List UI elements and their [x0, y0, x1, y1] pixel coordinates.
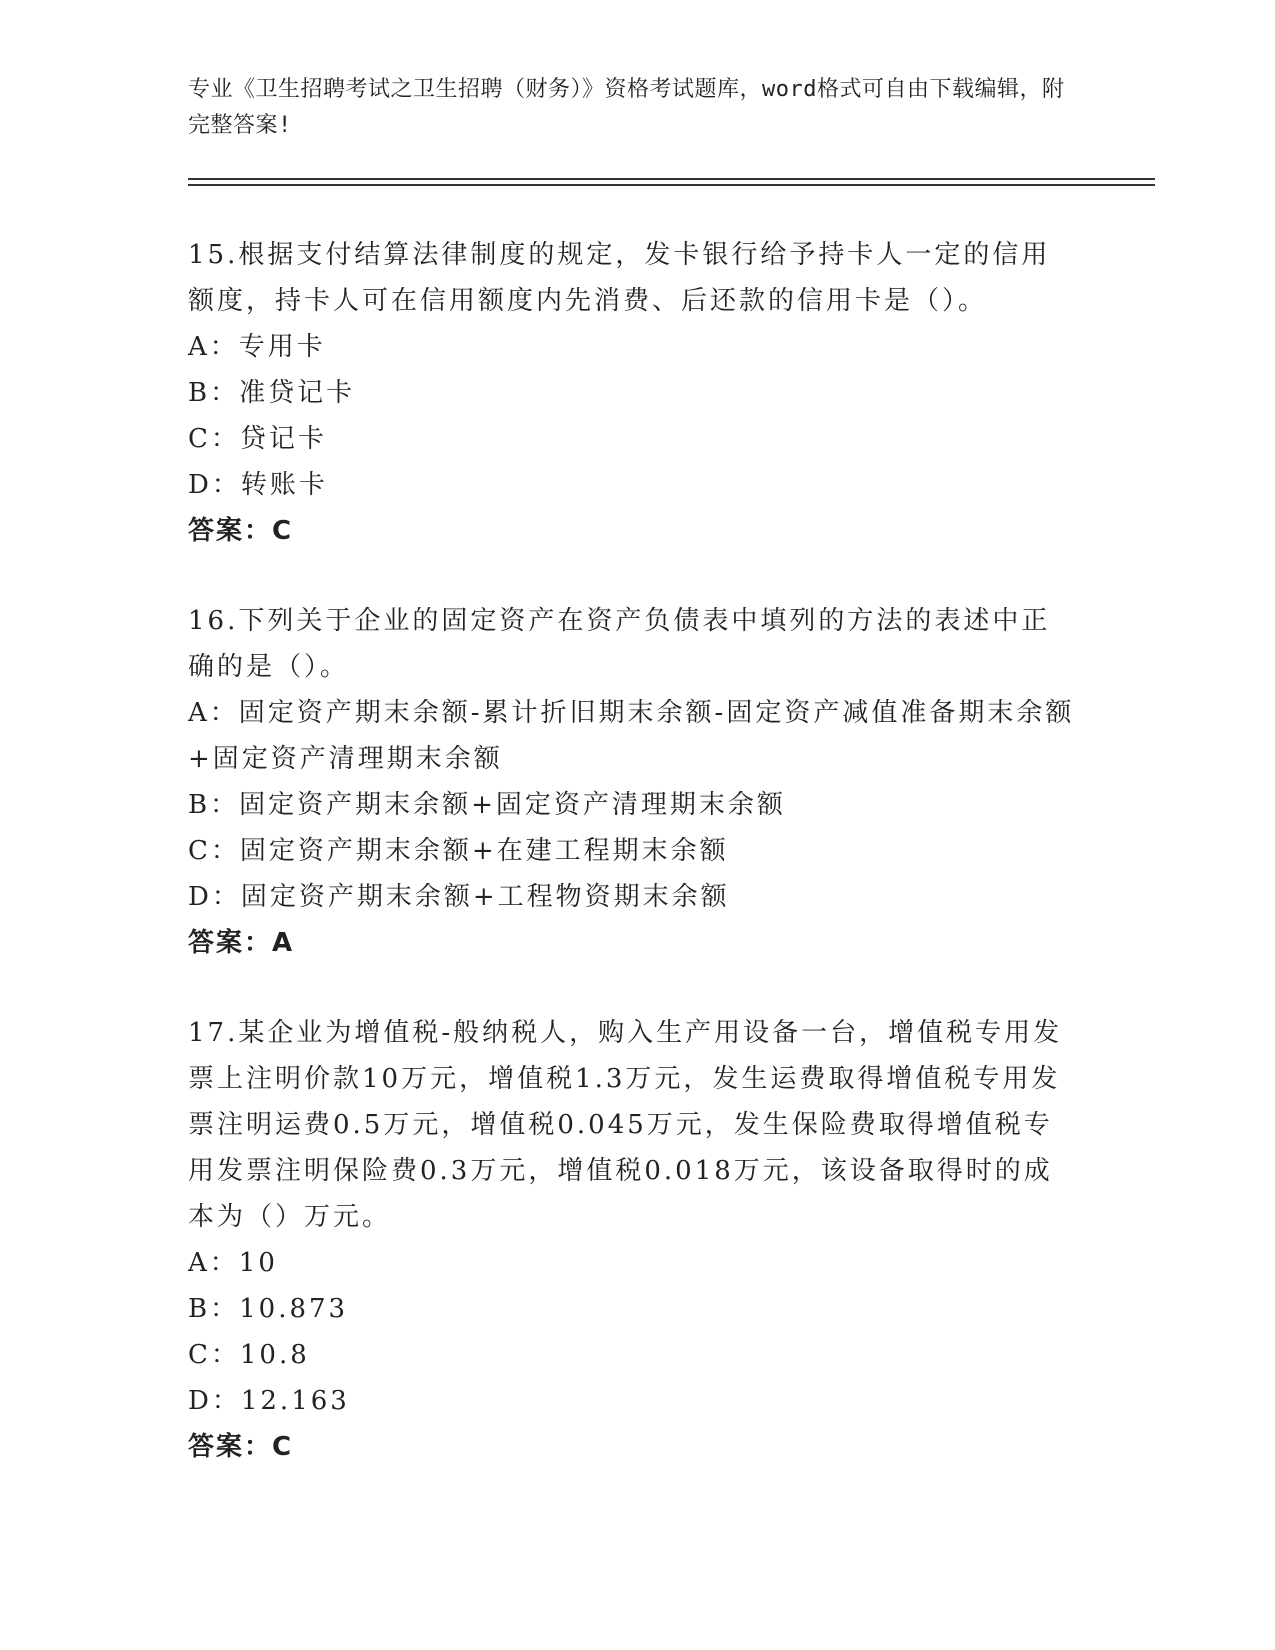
option-a: A：固定资产期末余额-累计折旧期末余额-固定资产减值准备期末余额+固定资产清理期末余额: [188, 698, 1075, 774]
question-stem: 16.下列关于企业的固定资产在资产负债表中填列的方法的表述中正确的是（）。: [188, 606, 1051, 682]
question-list: [188, 232, 1088, 1514]
option-b: B：准贷记卡: [188, 378, 356, 408]
question-stem: 17.某企业为增值税-般纳税人，购入生产用设备一台，增值税专用发票上注明价款10万元，增值税1.3万元，发生运费取得增值税专用发票注明运费0.5万元，增值税0.045万元，发生保险费取得增值税专用发票注明保险费0.3万元，增值税0.018万元，该设备取得时的成本为（）万元。: [188, 1018, 1063, 1232]
option-d: D：12.163: [188, 1386, 350, 1416]
question-stem: 15.根据支付结算法律制度的规定，发卡银行给予持卡人一定的信用额度，持卡人可在信用额度内先消费、后还款的信用卡是（）。: [188, 240, 1051, 316]
option-c: C：贷记卡: [188, 424, 327, 454]
document-header: 专业《卫生招聘考试之卫生招聘（财务）》资格考试题库，word格式可自由下载编辑，附完整答案!: [188, 77, 1065, 138]
option-a: A：专用卡: [188, 332, 326, 362]
question-17: [188, 1010, 1088, 1470]
option-c: C：10.8: [188, 1340, 310, 1370]
header-divider-top: [188, 178, 1155, 180]
question-16: [188, 598, 1088, 966]
option-d: D：转账卡: [188, 470, 328, 500]
option-b: B：固定资产期末余额+固定资产清理期末余额: [188, 790, 786, 820]
answer: 答案：C: [188, 1432, 294, 1462]
option-c: C：固定资产期末余额+在建工程期末余额: [188, 836, 729, 866]
answer: 答案：A: [188, 928, 295, 958]
answer: 答案：C: [188, 516, 294, 546]
header-divider-bottom: [188, 184, 1155, 186]
option-a: A：10: [188, 1248, 278, 1278]
option-b: B：10.873: [188, 1294, 349, 1324]
question-15: [188, 232, 1088, 554]
option-d: D：固定资产期末余额+工程物资期末余额: [188, 882, 730, 912]
